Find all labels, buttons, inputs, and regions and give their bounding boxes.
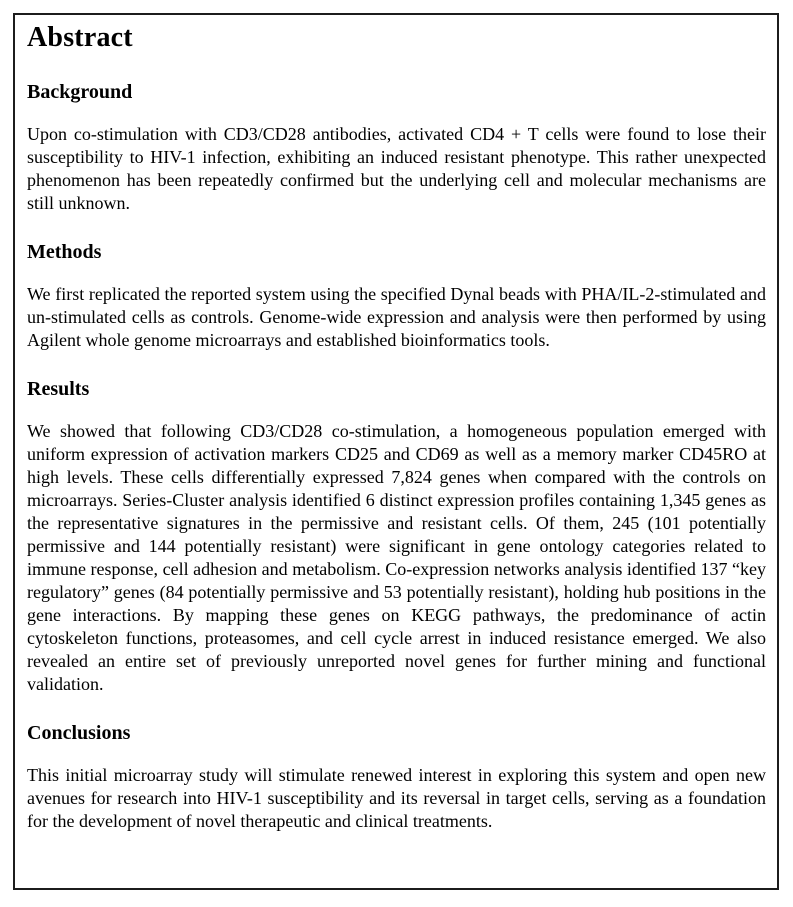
methods-body: We first replicated the reported system using the specified Dynal beads with PHA/IL-2-stimulated and un-stimulated cells as controls. Genome-wide expression and analysis were then performed by using Agilent whole genome microarrays and established bioinformatics tools. <box>27 284 766 350</box>
methods-heading: Methods <box>27 241 102 263</box>
results-heading: Results <box>27 378 90 400</box>
section-conclusions <box>27 721 766 833</box>
section-methods <box>27 240 766 352</box>
section-results <box>27 377 766 696</box>
background-body: Upon co-stimulation with CD3/CD28 antibodies, activated CD4 + T cells were found to lose their susceptibility to HIV-1 infection, exhibiting an induced resistant phenotype. This rather unexpected phenomenon has been repeatedly confirmed but the underlying cell and molecular mechanisms are still unknown. <box>27 124 766 213</box>
conclusions-heading: Conclusions <box>27 722 131 744</box>
abstract-title: Abstract <box>27 22 133 53</box>
background-heading: Background <box>27 81 133 103</box>
abstract-box <box>13 13 779 890</box>
section-background <box>27 80 766 215</box>
results-body: We showed that following CD3/CD28 co-stimulation, a homogeneous population emerged with uniform expression of activation markers CD25 and CD69 as well as a memory marker CD45RO at high levels. These cells differentially expressed 7,824 genes when compared with the controls on microarrays. Series-Cluster analysis identified 6 distinct expression profiles containing 1,345 genes as the representative signatures in the permissive and resistant cells. Of them, 245 (101 potentially permissive and 144 potentially resistant) were significant in gene ontology categories related to immune response, cell adhesion and metabolism. Co-expression networks analysis identified 137 “key regulatory” genes (84 potentially permissive and 53 potentially resistant), holding hub positions in the gene interactions. By mapping these genes on KEGG pathways, the predominance of actin cytoskeleton functions, proteasomes, and cell cycle arrest in induced resistance emerged. We also revealed an entire set of previously unreported novel genes for further mining and functional validation. <box>27 421 766 694</box>
conclusions-body: This initial microarray study will stimulate renewed interest in exploring this system and open new avenues for research into HIV-1 susceptibility and its reversal in target cells, serving as a foundation for the development of novel therapeutic and clinical treatments. <box>27 765 766 831</box>
